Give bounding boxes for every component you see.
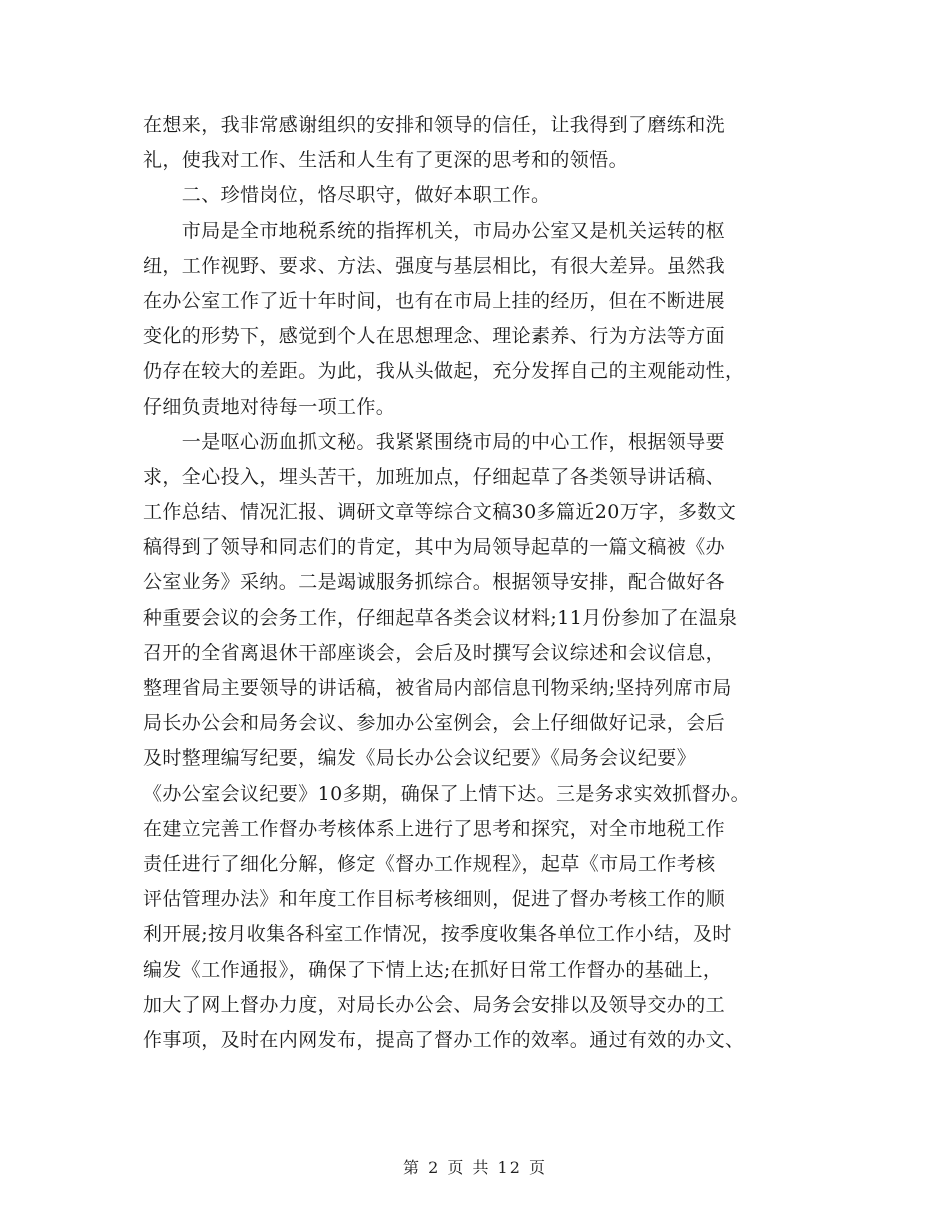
text-line: 稿得到了领导和同志们的肯定，其中为局领导起草的一篇文稿被《办 (143, 536, 726, 559)
text-line: 召开的全省离退休干部座谈会，会后及时撰写会议综述和会议信息， (143, 641, 726, 664)
text-line: 求，全心投入，埋头苦干，加班加点，仔细起草了各类领导讲话稿、 (143, 465, 726, 488)
text-line: 编发《工作通报》，确保了下情上达;在抓好日常工作督办的基础上， (143, 958, 723, 981)
section-heading: 二、珍惜岗位，恪尽职守，做好本职工作。 (143, 184, 551, 207)
text-line: 局长办公会和局务会议、参加办公室例会，会上仔细做好记录，会后 (143, 712, 726, 735)
body-text (143, 108, 823, 1058)
page-number-footer: 第 2 页 共 12 页 (403, 1158, 547, 1177)
text-line: 利开展;按月收集各科室工作情况，按季度收集各单位工作小结，及时 (143, 923, 732, 946)
text-line: 一是呕心沥血抓文秘。我紧紧围绕市局的中心工作，根据领导要 (143, 430, 726, 453)
text-line: 责任进行了细化分解，修定《督办工作规程》，起草《市局工作考核 (143, 852, 716, 875)
text-line: 在想来，我非常感谢组织的安排和领导的信任，让我得到了磨练和洗 (143, 114, 726, 136)
text-line: 整理省局主要领导的讲话稿，被省局内部信息刊物采纳;坚持列席市局 (143, 677, 732, 699)
text-line: 仍存在较大的差距。为此，我从头做起，充分发挥自己的主观能动性， (143, 360, 745, 383)
text-line: 加大了网上督办力度，对局长办公会、局务会安排以及领导交办的工 (143, 993, 726, 1016)
text-line: 市局是全市地税系统的指挥机关，市局办公室又是机关运转的枢 (143, 219, 726, 242)
text-line: 工作总结、情况汇报、调研文章等综合文稿30多篇近20万字，多数文 (143, 501, 737, 524)
text-line: 及时整理编写纪要，编发《局长办公会议纪要》《局务会议纪要》 (143, 747, 697, 770)
text-line: 在建立完善工作督办考核体系上进行了思考和探究，对全市地税工作 (143, 817, 726, 840)
text-line: 种重要会议的会务工作，仔细起草各类会议材料;11月份参加了在温泉 (143, 606, 738, 629)
text-line: 礼，使我对工作、生活和人生有了更深的思考和的领悟。 (143, 149, 629, 172)
text-line: 变化的形势下，感觉到个人在思想理念、理论素养、行为方法等方面 (143, 325, 726, 348)
text-line: 评估管理办法》和年度工作目标考核细则，促进了督办考核工作的顺 (143, 888, 726, 911)
text-line: 作事项，及时在内网发布，提高了督办工作的效率。通过有效的办文、 (143, 1028, 745, 1051)
text-line: 《办公室会议纪要》10多期，确保了上情下达。三是务求实效抓督办。 (143, 782, 750, 805)
text-line: 纽，工作视野、要求、方法、强度与基层相比，有很大差异。虽然我 (143, 254, 726, 277)
text-line: 在办公室工作了近十年时间，也有在市局上挂的经历，但在不断进展 (143, 289, 726, 312)
text-line: 仔细负责地对待每一项工作。 (143, 395, 396, 418)
text-line: 公室业务》采纳。二是竭诚服务抓综合。根据领导安排，配合做好各 (143, 571, 726, 594)
